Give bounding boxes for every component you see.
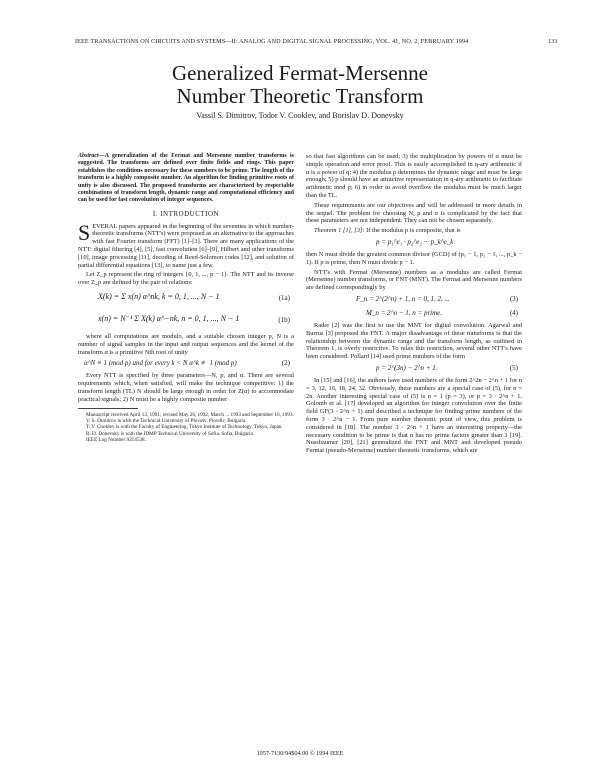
right-paragraph-1: so that fast algorithms can be used; 3) the multiplication by powers of α must be simple operation and error proof. This is easily accomplished in q-ary arithmetic if α is a power of q; 4) the modulus p determines the dynamic range and must be large enough; 5) p should have an attractive representation in q-ary arithmetic to facilitate arithmetic mod p; 6) in order to avoid overflow the modulus must be much larger than the TL.: [306, 153, 522, 199]
left-column: [78, 153, 294, 444]
equation-2: α^N ≡ 1 (mod p) and for every k < N α^k ≢ 1 (mod p) (2): [84, 359, 290, 368]
equation-5: p = 2^(3n) − 2^n + 1. (5): [376, 363, 518, 372]
abstract-text: A generalization of the Fermat and Mersenne number transforms is suggested. The transforms are defined over finite fields and rings. This paper establishes the conditions necessary for these numbers to be prime. The length of the transform is a highly composite number. An algorithm for finding primitive roots of unity is also discussed. The proposed transforms are characterized by respectable combinations of transform length, dynamic range and computational efficiency and can be used for fast convolution of integer sequences.: [78, 153, 294, 204]
title-line-2: Number Theoretic Transform: [176, 84, 424, 108]
theorem-label: Theorem 1 [1], [3]:: [314, 227, 365, 235]
abstract: [78, 153, 294, 205]
equation-4: M_n = 2^n − 1, n = prime. (4): [366, 308, 518, 317]
footnote-rule: [78, 408, 138, 409]
section-heading-introduction: I. INTRODUCTION: [152, 209, 220, 218]
footnote-author-3: B. D. Donevsky is with the IDMP Technical University of Sofia, Sofia, Bulgaria.: [86, 430, 255, 437]
right-paragraph-2: These requirements are our objectives and will be addressed in more details in the sequel. The problem for choosing N, p and α is complicated by the fact that these parameters are not independent. They can not be chosen separately.: [306, 201, 522, 225]
footnote-author-2: T. V. Cooklev is with the Faculty of Engineering, Tokyo Institute of Technology, Tokyo, Japan.: [86, 424, 283, 431]
abstract-label: Abstract—: [78, 153, 105, 159]
equation-3: F_n = 2^(2^n) + 1, n = 0, 1, 2, ... (3): [356, 294, 518, 303]
right-column: [306, 153, 522, 457]
right-paragraph-3: then N must divide the greatest common divisor (GCD) of (p₁ − 1, p₂ − 1, ..., p_k − 1). If p is prime, then N must divide p − 1.: [306, 250, 522, 266]
intro-paragraph-2: Let Z_p represent the ring of integers {0, 1, ..., p − 1}. The NTT and its inverse over Z_p are defined by the pair of relations:: [78, 271, 294, 287]
theorem-1: Theorem 1 [1], [3]: If the modulus p is composite, that is: [314, 227, 461, 235]
right-paragraph-6: In [15] and [16], the authors have used numbers of the form 2^2n − 2^n + 1 for n = 3, 12, 16, 18, 24, 32. Obviously, these numbers are a special case of (5), for n = 2n. Another interesting special case of (5) is n = 1 (p = 3), or p = 3 · 2^n + 1. Golomb et al. [17] developed an algorithm for integer convolution over the finite field GF(3 · 2^n + 1) and described a technique for finding prime numbers of the form 3 · 2^n − 1. From pure number theoretic point of view, this problem is considered in [18]. The number 3 · 2^n + 1 have an interesting property—the necessary condition to be prime is that n has no prime factors greater than 3 [19]. Nussbaumer [20], [21] generalized the FNT and MNT and developed pseudo Fermat (pseudo-Mersenne) number theoretic transforms, which are: [306, 376, 522, 455]
equation-1b: x(n) = N⁻¹ Σ X(k) α^−nk, n = 0, 1, ..., N − 1 (1b): [98, 314, 290, 325]
equation-composite: p = p₁^e₁ · p₂^e₂ ··· p_k^e_k: [376, 237, 454, 246]
right-paragraph-4: NTT's with Fermat (Mersenne) numbers as a modulus are called Fermat (Mersenne) number transforms, or FNT (MNT). The Fermat and Mersenne numbers are defined correspondingly by: [306, 268, 522, 292]
footnote-manuscript: Manuscript received April 13, 1991; revised May 26, 1992, March ... 1993 and September 16, 1993.: [86, 411, 294, 418]
right-paragraph-5: Rader [2] was the first to use the MNT for digital convolution. Agarwal and Burrus [3] proposed the FNT. A major disadvantage of these transforms is that the relationship between the dynamic range and the transform length, as outlined in Theorem 1, is overly restrictive. To relax this restriction, several other NTT's have been considered. Pollard [14] used prime numbers of the form: [306, 321, 522, 361]
intro-paragraph-4: Every NTT is specified by three parameters—N, p, and α. There are several requirements which, when satisfied, will make the technique competitive: 1) the transform length (TL) N should be large enough in order for Z(α) to accommodate practical signals; 2) N must be a highly composite number: [78, 372, 294, 403]
copyright-line: 1057-7130/94$04.00 © 1994 IEEE: [256, 750, 344, 757]
equation-1a: X(k) = Σ x(n) α^nk, k = 0, 1, ..., N − 1 (1a): [98, 292, 290, 303]
footnote-author-1: V. S. Dimitrov is with the Technical University of Plovdiv, Plovdiv, Bulgaria.: [86, 418, 247, 424]
title-line-1: Generalized Fermat-Mersenne: [172, 61, 428, 85]
page-number: 133: [548, 38, 558, 45]
authors: Vassil S. Dimitrov, Todor V. Cooklev, and Borislav D. Donevsky: [196, 111, 404, 120]
footnotes: [78, 412, 294, 444]
intro-paragraph-3: where all computations are modulo, and a suitable chosen integer p, N is a number of signal samples in the input and output sequences and the kernel of the transform α is a primitive Nth root of unity: [78, 333, 294, 356]
drop-cap: S: [78, 219, 91, 245]
journal-header: IEEE TRANSACTIONS ON CIRCUITS AND SYSTEMS—II: ANALOG AND DIGITAL SIGNAL PROCESSING, VOL. 41, NO. 2, FEBRUARY 1994: [75, 38, 469, 45]
intro-paragraph-1: SEVERAL papers appeared in the beginning of the seventies in which number-theoretic transforms (NTT's) were proposed as an alternative to the approaches with fast Fourier transform (FFT) [1]–[3]. There are many applications of the NTT: digital filtering [4], [5], fast convolution [6]–[9], Hilbert and other transforms [10], image processing [11], decoding of Reed-Solomon codes [12], and solution of partial differential equations [13], to name just a few.: [78, 219, 294, 269]
footnote-log-number: IEEE Log Number 9214538.: [86, 437, 146, 444]
